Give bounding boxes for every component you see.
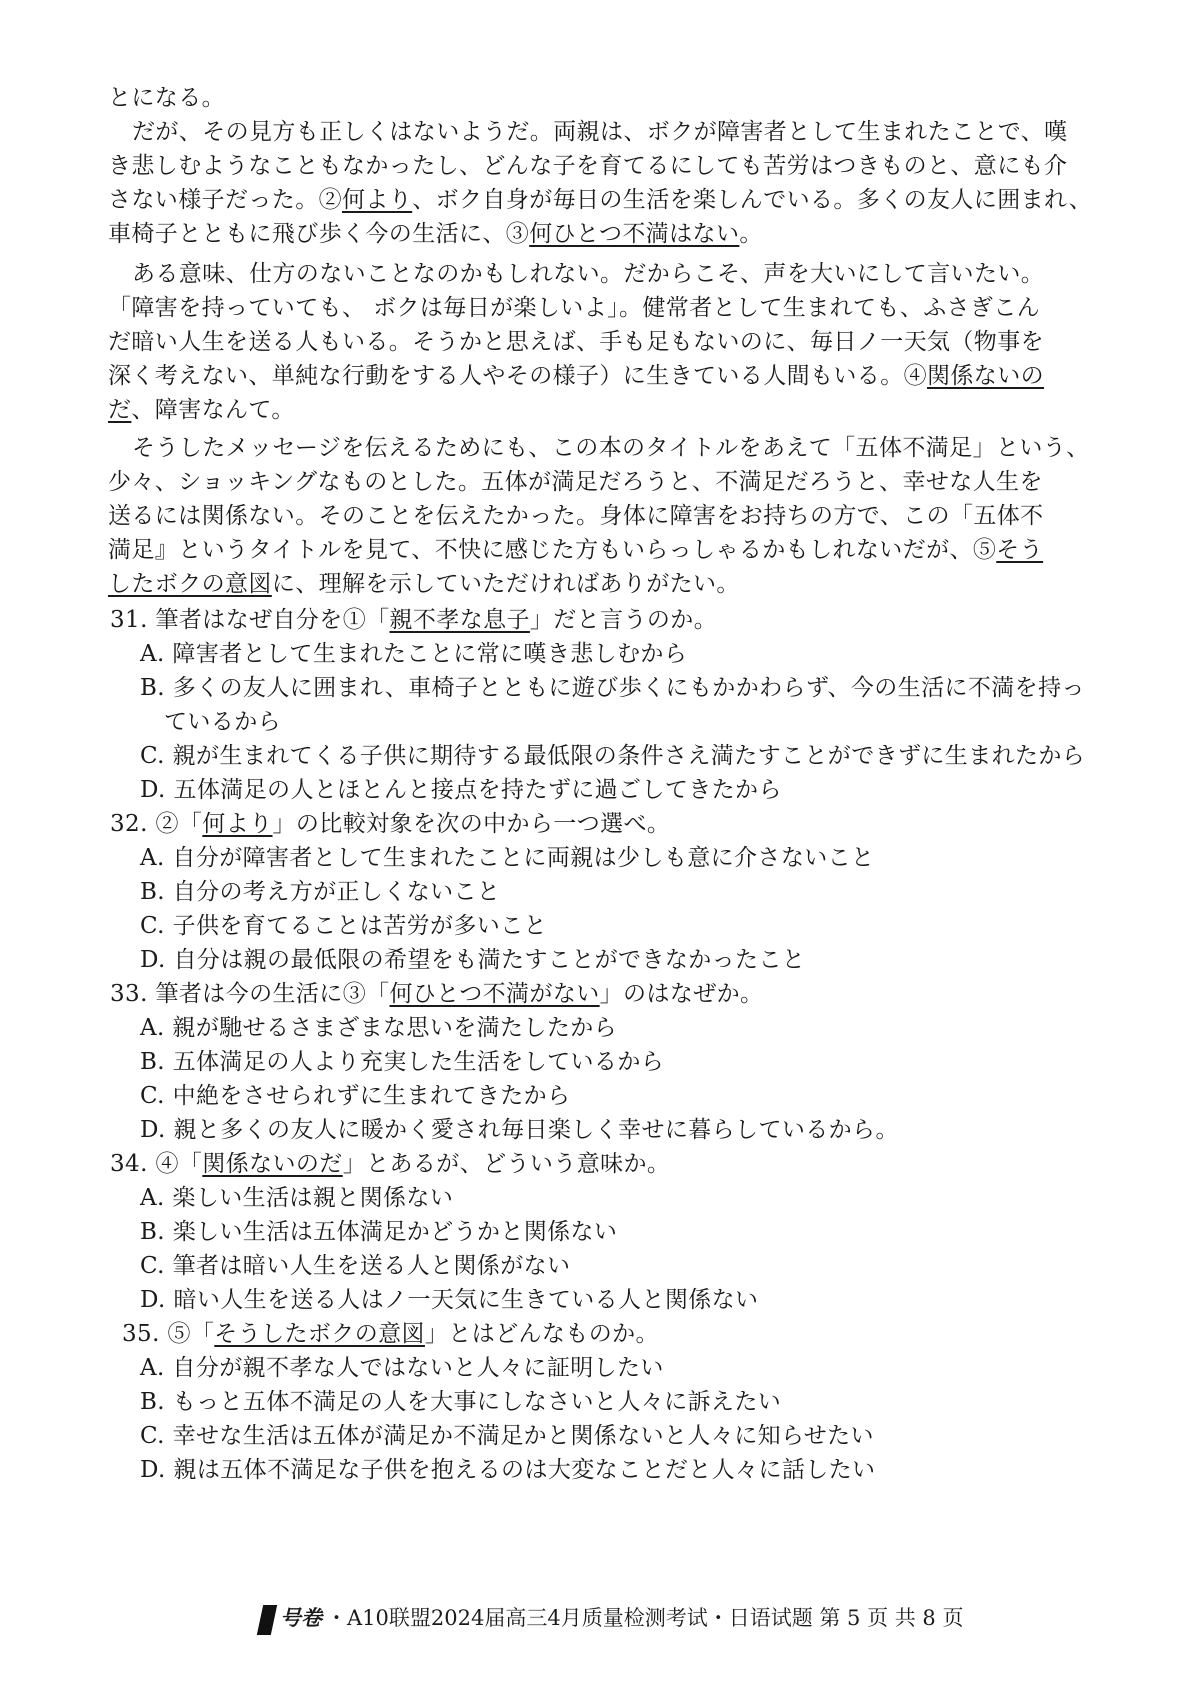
option-32-b: B. 自分の考え方が正しくないこと <box>140 879 501 905</box>
passage-line: さない様子だった。②何より、ボク自身が毎日の生活を楽しんでいる。多くの友人に囲まれ、 <box>108 187 1093 213</box>
question-32: 32. ②「何より」の比較対象を次の中から一つ選べ。 <box>110 811 671 837</box>
option-35-d: D. 親は五体不満足な子供を抱えるのは大変なことだと人々に話したい <box>140 1457 876 1483</box>
option-34-c: C. 筆者は暗い人生を送る人と関係がない <box>140 1253 571 1279</box>
underline-ref-5: そう <box>996 537 1044 563</box>
passage-line: き悲しむようなこともなかったし、どんな子を育てるにしても苦労はつきものと、意にも介 <box>108 153 1068 179</box>
passage-line: だ、障害なんて。 <box>108 397 295 423</box>
question-33-underline: 何ひとつ不満がない <box>389 981 600 1007</box>
option-31-c: C. 親が生まれてくる子供に期待する最低限の条件さえ満たすことができずに生まれたから <box>140 743 1086 769</box>
page-footer <box>260 1600 964 1636</box>
option-33-d: D. 親と多くの友人に暖かく愛され毎日楽しく幸せに暮らしているから。 <box>140 1117 899 1143</box>
option-32-c: C. 子供を育てることは苦労が多いこと <box>140 913 548 939</box>
option-33-a: A. 親が馳せるさまざまな思いを満たしたから <box>140 1015 618 1041</box>
underline-ref-3: 何ひとつ不満はない <box>529 221 740 247</box>
passage-line: 送るには関係ない。そのことを伝えたかった。身体に障害をお持ちの方で、この「五体不 <box>108 503 1044 529</box>
option-35-b: B. もっと五体不満足の人を大事にしなさいと人々に訴えたい <box>140 1389 782 1415</box>
passage-line: だ暗い人生を送る人もいる。そうかと思えば、手も足もないのに、毎日ノ一天気（物事を <box>108 329 1044 355</box>
option-32-a: A. 自分が障害者として生まれたことに両親は少しも意に介さないこと <box>140 845 875 871</box>
option-34-b: B. 楽しい生活は五体満足かどうかと関係ない <box>140 1219 618 1245</box>
question-32-underline: 何より <box>202 811 273 837</box>
passage-line: 車椅子とともに飛び歩く今の生活に、③何ひとつ不満はない。 <box>108 221 763 247</box>
question-31: 31. 筆者はなぜ自分を①「親不孝な息子」だと言うのか。 <box>110 607 718 633</box>
option-31-b-cont: ているから <box>164 709 281 735</box>
question-34-underline: 関係ないのだ <box>202 1151 343 1177</box>
passage-line: とになる。 <box>108 85 225 111</box>
passage-line: 「障害を持っていても、 ボクは毎日が楽しいよ」。健常者として生まれても、ふさぎこん <box>108 295 1041 321</box>
underline-ref-4: 関係ないの <box>927 363 1044 389</box>
question-31-underline: 親不孝な息子 <box>389 607 530 633</box>
exam-logo-text: 号卷 <box>280 1605 322 1630</box>
underline-ref-2: 何より <box>342 187 413 213</box>
underline-ref-5-cont: したボクの意図 <box>108 571 272 597</box>
footer-text: ・A10联盟2024届高三4月质量检测考试・日语试题 第 5 页 共 8 页 <box>326 1606 964 1630</box>
passage-line: 少々、ショッキングなものとした。五体が満足だろうと、不満足だろうと、幸せな人生を <box>108 469 1043 495</box>
option-31-d: D. 五体満足の人とほとんと接点を持たずに過ごしてきたから <box>140 777 782 803</box>
passage-line: 満足』というタイトルを見て、不快に感じた方もいらっしゃるかもしれないだが、⑤そう <box>108 537 1044 563</box>
passage-line: 深く考えない、単純な行動をする人やその様子）に生きている人間もいる。④関係ないの <box>108 363 1044 389</box>
option-32-d: D. 自分は親の最低限の希望をも満たすことができなかったこと <box>140 947 806 973</box>
passage-line: だが、その見方も正しくはないようだ。両親は、ボクが障害者として生まれたことで、嘆 <box>132 119 1068 145</box>
passage-line: ある意味、仕方のないことなのかもしれない。だからこそ、声を大いにして言いたい。 <box>132 261 1045 287</box>
passage-line: そうしたメッセージを伝えるためにも、この本のタイトルをあえて「五体不満足」という、 <box>132 435 1090 461</box>
option-35-a: A. 自分が親不孝な人ではないと人々に証明したい <box>140 1355 664 1381</box>
option-34-d: D. 暗い人生を送る人はノ一天気に生きている人と関係ない <box>140 1287 759 1313</box>
passage-line: したボクの意図に、理解を示していただければありがたい。 <box>108 571 740 597</box>
option-31-a: A. 障害者として生まれたことに常に嘆き悲しむから <box>140 641 688 667</box>
question-34: 34. ④「関係ないのだ」とあるが、どういう意味か。 <box>110 1151 671 1177</box>
option-35-c: C. 幸せな生活は五体が満足か不満足かと関係ないと人々に知らせたい <box>140 1423 874 1449</box>
option-33-b: B. 五体満足の人より充実した生活をしているから <box>140 1049 665 1075</box>
question-33: 33. 筆者は今の生活に③「何ひとつ不満がない」のはなぜか。 <box>110 981 764 1007</box>
exam-logo-icon <box>257 1605 277 1635</box>
underline-ref-4-cont: だ <box>108 397 132 423</box>
option-31-b: B. 多くの友人に囲まれ、車椅子とともに遊び歩くにもかかわらず、今の生活に不満を持っ <box>140 675 1085 701</box>
question-35: 35. ⑤「そうしたボクの意図」とはどんなものか。 <box>122 1321 659 1347</box>
option-33-c: C. 中絶をさせられずに生まれてきたから <box>140 1083 571 1109</box>
question-35-underline: そうしたボクの意図 <box>214 1321 425 1347</box>
option-34-a: A. 楽しい生活は親と関係ない <box>140 1185 454 1211</box>
